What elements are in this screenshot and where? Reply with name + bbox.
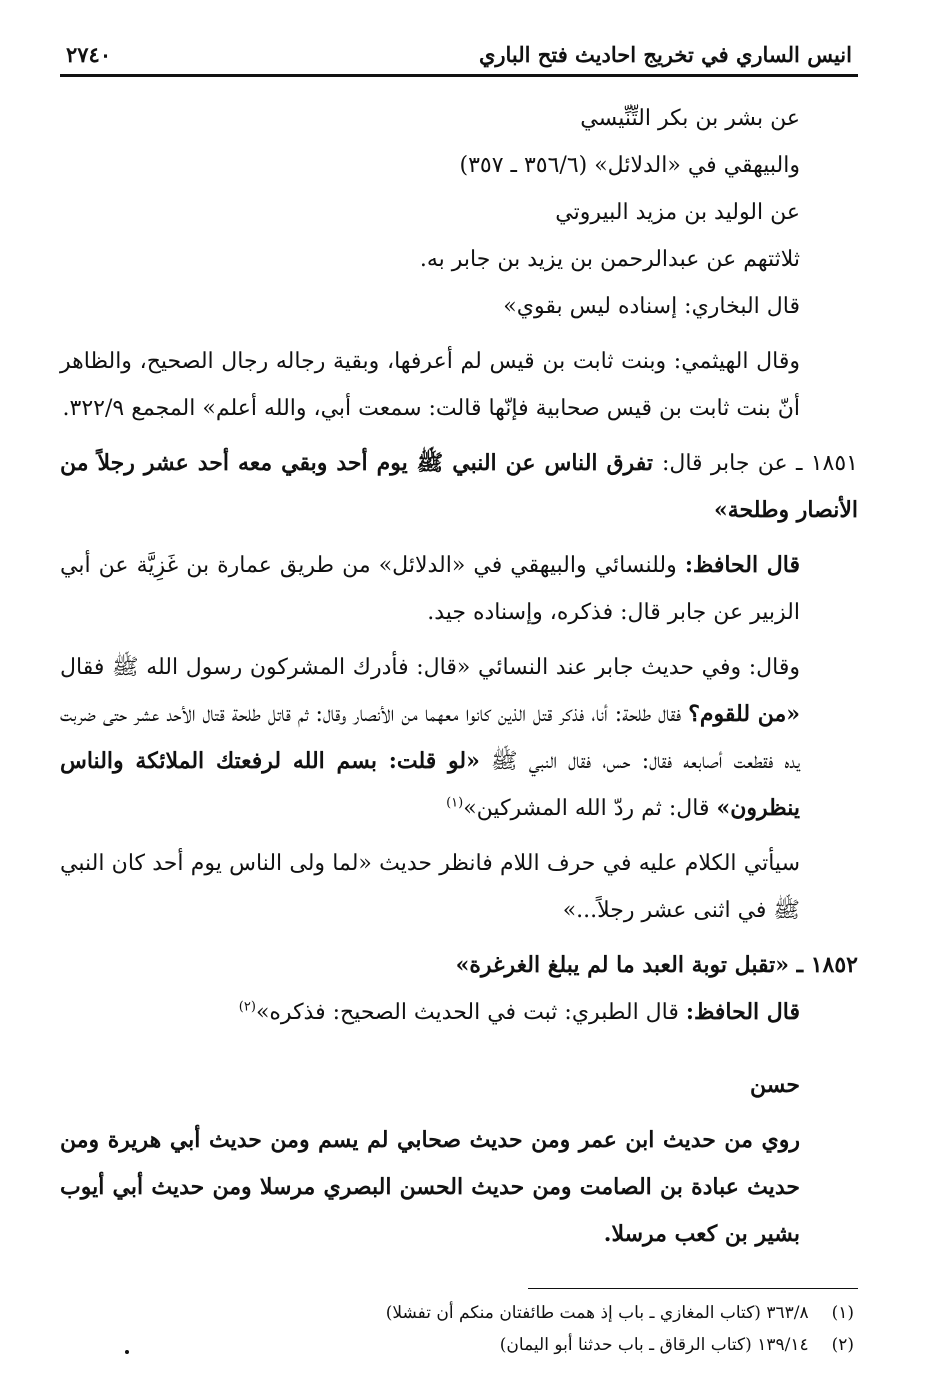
footnote-text: ٣٦٣/٨ (كتاب المغازي ـ باب إذ همت طائفتان منكم أن تفشلا) (385, 1303, 809, 1323)
haythami-text: وقال الهيثمي: وبنت ثابت بن قيس لم أعرفها، وبقية رجاله رجال الصحيح، والظاهر أنّ بنت ثابت بن قيس صحابية فإنّها قالت: سمعت أبي، والله أعلم» المجمع ٣٢٢/٩. (60, 349, 800, 421)
hafiz2-paragraph (60, 989, 858, 1036)
hafiz2-text: قال الطبري: ثبت في الحديث الصحيح: فذكره» (255, 1000, 679, 1025)
hadith-1852: ١٨٥٢ ـ «تقبل توبة العبد ما لم يبلغ الغرغرة» (455, 952, 858, 978)
haythami-paragraph (60, 338, 858, 432)
text-line: ثلاثتهم عن عبدالرحمن بن يزيد بن جابر به. (419, 247, 800, 272)
nasai-text-1: وقال: وفي حديث جابر عند النسائي «قال: فأدرك المشركون رسول الله ﷺ فقال (60, 655, 800, 680)
hadith-text-1851: تفرق الناس عن النبي ﷺ يوم أحد وبقي معه أحد عشر رجلاً من الأنصار وطلحة» (60, 450, 858, 523)
hafiz-label: قال الحافظ: (684, 552, 800, 578)
grade-heading: حسن (750, 1072, 800, 1098)
nasai-bold-1: «من للقوم؟ (688, 701, 801, 727)
footnote-separator (528, 1288, 858, 1289)
footnote-number: (٢) (831, 1335, 854, 1355)
nasai-bold-2: «لو قلت: بسم الله لرفعتك الملائكة والناس ينظرون» (60, 748, 800, 821)
nasai-text-2: فقال طلحة: أنا، فذكر قتل الذين كانوا معهما من الأنصار وقال: ثم قاتل طلحة قتال الأحد عشر حتى ضربت يده فقطعت أصابعه فقال: حس، فقال النبي ﷺ (60, 702, 800, 774)
text-line: والبيهقي في «الدلائل» (٣٥٦/٦ ـ ٣٥٧) (459, 153, 800, 178)
book-title: انيس الساري في تخريج احاديث فتح الباري (478, 42, 852, 67)
page-content (60, 95, 858, 1258)
footnote-ref-2: (٢) (238, 999, 256, 1015)
footnote-item (60, 1329, 854, 1361)
nasai-paragraph (60, 644, 858, 832)
hadith-number-1851: ١٨٥١ ـ عن جابر قال: (661, 451, 858, 476)
hafiz-paragraph (60, 542, 858, 636)
footnote-item (60, 1297, 854, 1329)
footnote-number: (١) (831, 1303, 854, 1323)
footnotes (60, 1297, 858, 1361)
stray-dot (125, 1350, 129, 1354)
nasai-text-3: قال: ثم ردّ الله المشركين» (463, 796, 710, 821)
page-number: ٢٧٤٠ (66, 42, 112, 67)
hadith-1851 (60, 440, 858, 534)
footnote-text: ١٣٩/١٤ (كتاب الرقاق ـ باب حدثنا أبو اليمان) (499, 1335, 809, 1355)
ruwiya-paragraph: روي من حديث ابن عمر ومن حديث صحابي لم يسم ومن حديث أبي هريرة ومن حديث عبادة بن الصامت ومن حديث الحسن البصري مرسلا ومن حديث أبي أيوب بشير بن كعب مرسلا. (60, 1127, 800, 1247)
text-line: قال البخاري: إسناده ليس بقوي» (503, 294, 800, 319)
text-line: عن بشر بن بكر التِّنِّيسي (580, 106, 800, 131)
sayati-text: سيأتي الكلام عليه في حرف اللام فانظر حديث «لما ولى الناس يوم أحد كان النبي ﷺ في اثنى عشر رجلاً...» (60, 851, 800, 923)
text-line: عن الوليد بن مزيد البيروتي (555, 200, 800, 225)
page-header (60, 40, 858, 77)
hafiz-text: وللنسائي والبيهقي في «الدلائل» من طريق عمارة بن غَزِيَّة عن أبي الزبير عن جابر قال: فذكره، وإسناده جيد. (60, 553, 800, 625)
sayati-paragraph (60, 840, 858, 934)
hafiz2-label: قال الحافظ: (685, 999, 800, 1025)
footnote-ref-1: (١) (446, 795, 464, 811)
